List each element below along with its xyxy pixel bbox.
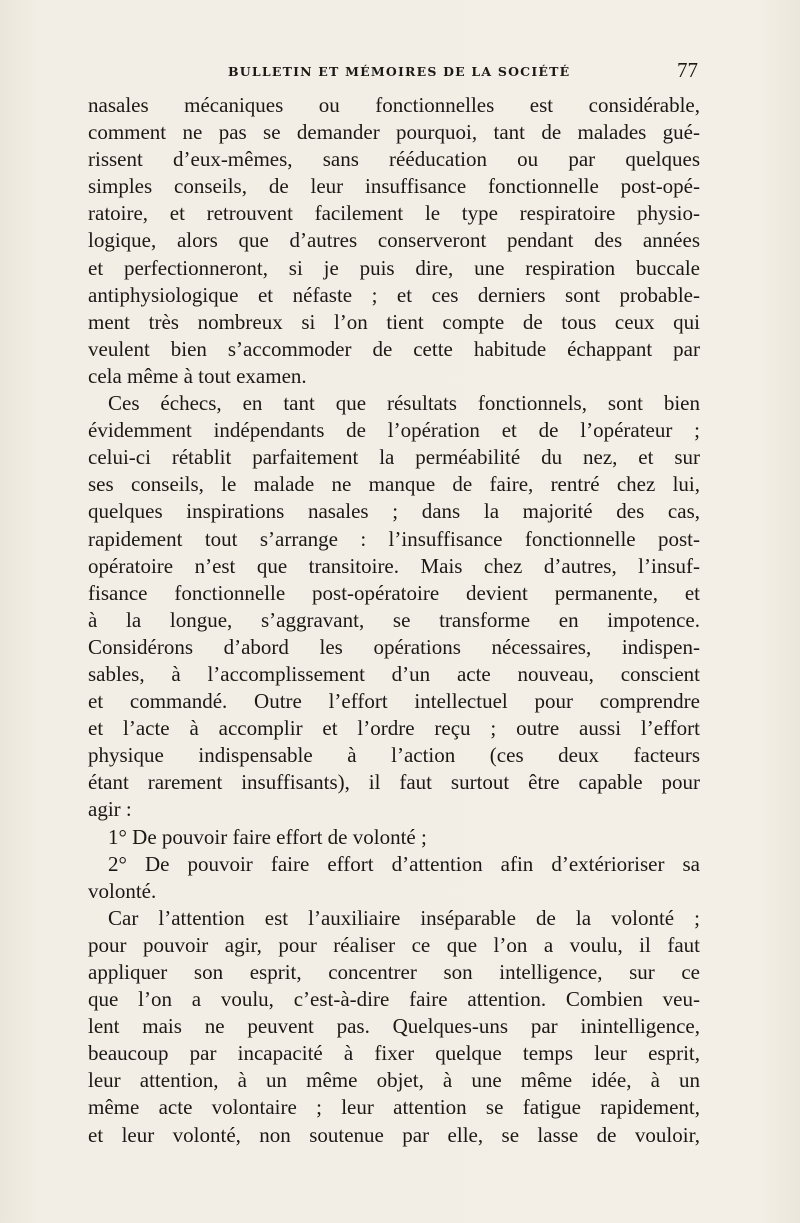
text-line: comment ne pas se demander pourquoi, tant de malades gué- [88,120,700,145]
text-line: antiphysiologique et néfaste ; et ces derniers sont probable- [88,282,700,307]
text-line: rapidement tout s’arrange : l’insuffisance fonctionnelle post- [88,526,700,551]
text-line: beaucoup par incapacité à fixer quelque temps leur esprit, [88,1041,700,1066]
text-line: à la longue, s’aggravant, se transforme en impotence. [88,607,700,632]
list-item: 2° De pouvoir faire effort d’attention afin d’extérioriser sa [108,851,700,876]
text-line: rissent d’eux-mêmes, sans rééducation ou par quelques [88,147,700,172]
text-line: leur attention, à un même objet, à une même idée, à un [88,1068,700,1093]
body-text [88,92,700,1149]
text-line: et l’acte à accomplir et l’ordre reçu ; outre aussi l’effort [88,716,700,741]
text-line: cela même à tout examen. [88,363,307,388]
text-line: lent mais ne peuvent pas. Quelques-uns par inintelligence, [88,1014,700,1039]
text-line: pour pouvoir agir, pour réaliser ce que l’on a voulu, il faut [88,932,700,957]
text-line: et leur volonté, non soutenue par elle, se lasse de vouloir, [88,1122,700,1147]
text-line: physique indispensable à l’action (ces deux facteurs [88,743,700,768]
page-header [88,56,700,86]
running-title: BULLETIN ET MÉMOIRES DE LA SOCIÉTÉ [228,64,571,79]
page-number: 77 [677,58,698,82]
text-line: fisance fonctionnelle post-opératoire devient permanente, et [88,580,700,605]
text-line: agir : [88,797,132,822]
text-line: même acte volontaire ; leur attention se fatigue rapidement, [88,1095,700,1120]
text-line: nasales mécaniques ou fonctionnelles est considérable, [88,93,700,117]
text-line: étant rarement insuffisants), il faut surtout être capable pour [88,770,700,795]
text-line: ment très nombreux si l’on tient compte de tous ceux qui [88,309,700,334]
text-line: Ces échecs, en tant que résultats fonctionnels, sont bien [108,391,700,416]
text-line: quelques inspirations nasales ; dans la majorité des cas, [88,499,700,524]
text-line: que l’on a voulu, c’est-à-dire faire attention. Combien veu- [88,987,700,1012]
text-line: et commandé. Outre l’effort intellectuel pour comprendre [88,689,700,714]
text-line: Car l’attention est l’auxiliaire inséparable de la volonté ; [108,905,700,930]
text-line: et perfectionneront, si je puis dire, une respiration buccale [88,255,700,280]
text-line: logique, alors que d’autres conserveront pendant des années [88,228,700,253]
text-line: simples conseils, de leur insuffisance fonctionnelle post-opé- [88,174,700,199]
text-line: sables, à l’accomplissement d’un acte nouveau, conscient [88,661,700,686]
text-line: appliquer son esprit, concentrer son intelligence, sur ce [88,960,700,984]
text-line: veulent bien s’accommoder de cette habitude échappant par [88,336,700,361]
text-line: évidemment indépendants de l’opération et de l’opérateur ; [88,418,700,443]
text-line: volonté. [88,878,157,903]
text-line: opératoire n’est que transitoire. Mais chez d’autres, l’insuf- [88,553,700,578]
text-line: celui-ci rétablit parfaitement la perméabilité du nez, et sur [88,445,700,470]
text-line: Considérons d’abord les opérations nécessaires, indispen- [88,634,700,659]
list-item: 1° De pouvoir faire effort de volonté ; [108,824,427,849]
text-line: ses conseils, le malade ne manque de faire, rentré chez lui, [88,472,700,497]
text-line: ratoire, et retrouvent facilement le type respiratoire physio- [88,201,700,226]
